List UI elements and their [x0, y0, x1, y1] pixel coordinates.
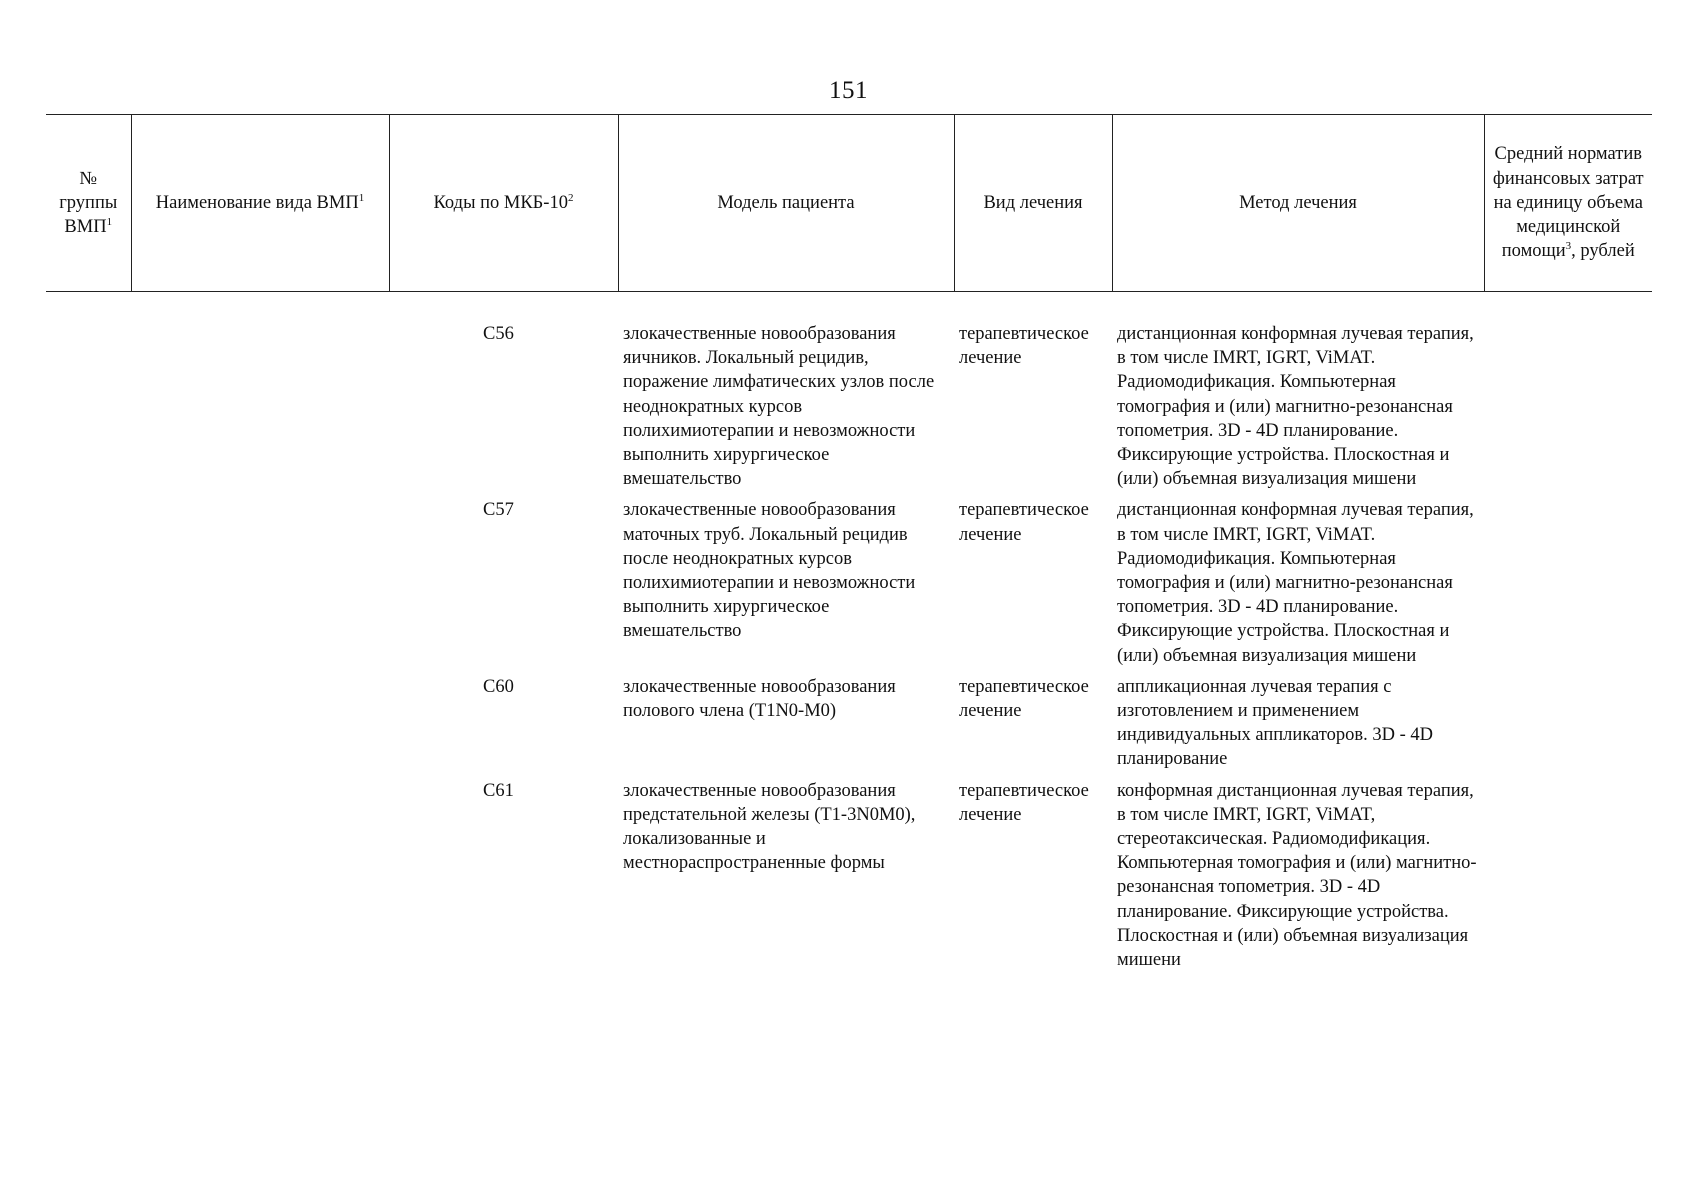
header-vmp-name: Наименование вида ВМП$^1$: [131, 115, 389, 292]
table-body: [46, 292, 1652, 973]
header-icd-codes: Коды по МКБ-$10^2$: [389, 115, 618, 292]
table-row: [46, 779, 1652, 973]
header-average-cost: Средний норматив финансовых затрат на единицу объема медицинской помощи$^3$, рублей: [1484, 115, 1652, 292]
cell-average-cost: [1484, 675, 1652, 779]
cell-patient-model: злокачественные новообразования маточных труб. Локальный рецидив после неоднократных курсов полихимиотерапии и невозможности выполнить хирургическое вмешательство: [623, 500, 916, 642]
cell-average-cost: [1484, 322, 1652, 498]
cell-treatment-method: конформная дистанционная лучевая терапия, в том числе IMRT, IGRT, ViMAT, стереотаксическая. Радиомодификация. Компьютерная томография и (или) магнитно-резонансная топометрия. 3D - 4D планирование. Фиксирующие устройства. Плоскостная и (или) объемная визуализация мишени: [1117, 780, 1477, 971]
cell-group-number: [46, 498, 131, 674]
cell-patient-model: злокачественные новообразования яичников. Локальный рецидив, поражение лимфатических узлов после неоднократных курсов полихимиотерапии и невозможности выполнить хирургическое вмешательство: [623, 324, 935, 490]
table-row: [46, 498, 1652, 674]
cell-treatment-type: терапевтическое лечение: [959, 676, 1089, 722]
header-treatment-type: Вид лечения: [954, 115, 1112, 292]
cell-average-cost: [1484, 779, 1652, 973]
cell-group-number: [46, 322, 131, 498]
cell-patient-model: злокачественные новообразования предстательной железы (T1-3N0M0), локализованные и местнораспространенные формы: [623, 780, 916, 874]
cell-treatment-method: аппликационная лучевая терапия с изготовлением и применением индивидуальных аппликаторов. 3D - 4D планирование: [1117, 676, 1433, 770]
cell-group-number: [46, 779, 131, 973]
cell-treatment-method: дистанционная конформная лучевая терапия, в том числе IMRT, IGRT, ViMAT. Радиомодификация. Компьютерная томография и (или) магнитно-резонансная топометрия. 3D - 4D планирование. Фиксирующие устройства. Плоскостная и (или) объемная визуализация мишени: [1117, 324, 1474, 490]
cell-icd-code: C60: [483, 676, 514, 697]
header-group-number: № группы ВМП$^1$: [46, 115, 131, 292]
cell-icd-code: C56: [483, 324, 514, 344]
cell-treatment-type: терапевтическое лечение: [959, 780, 1089, 825]
header-patient-model: Модель пациента: [618, 115, 954, 292]
cell-group-number: [46, 675, 131, 779]
cell-treatment-type: терапевтическое лечение: [959, 500, 1089, 545]
cell-vmp-name: [131, 675, 389, 779]
cell-average-cost: [1484, 498, 1652, 674]
header-treatment-method: Метод лечения: [1112, 115, 1484, 292]
cell-vmp-name: [131, 779, 389, 973]
vmp-table: [46, 114, 1652, 972]
table-header: [46, 115, 1652, 292]
cell-treatment-method: дистанционная конформная лучевая терапия, в том числе IMRT, IGRT, ViMAT. Радиомодификация. Компьютерная томография и (или) магнитно-резонансная топометрия. 3D - 4D планирование. Фиксирующие устройства. Плоскостная и (или) объемная визуализация мишени: [1117, 500, 1474, 666]
table-row: [46, 675, 1652, 779]
page-number: 151: [829, 77, 868, 104]
cell-vmp-name: [131, 322, 389, 498]
cell-treatment-type: терапевтическое лечение: [959, 324, 1089, 369]
cell-icd-code: C61: [483, 780, 514, 801]
table-row: [46, 322, 1652, 498]
cell-vmp-name: [131, 498, 389, 674]
cell-icd-code: C57: [483, 500, 514, 521]
cell-patient-model: злокачественные новообразования полового члена (T1N0-M0): [623, 676, 896, 722]
